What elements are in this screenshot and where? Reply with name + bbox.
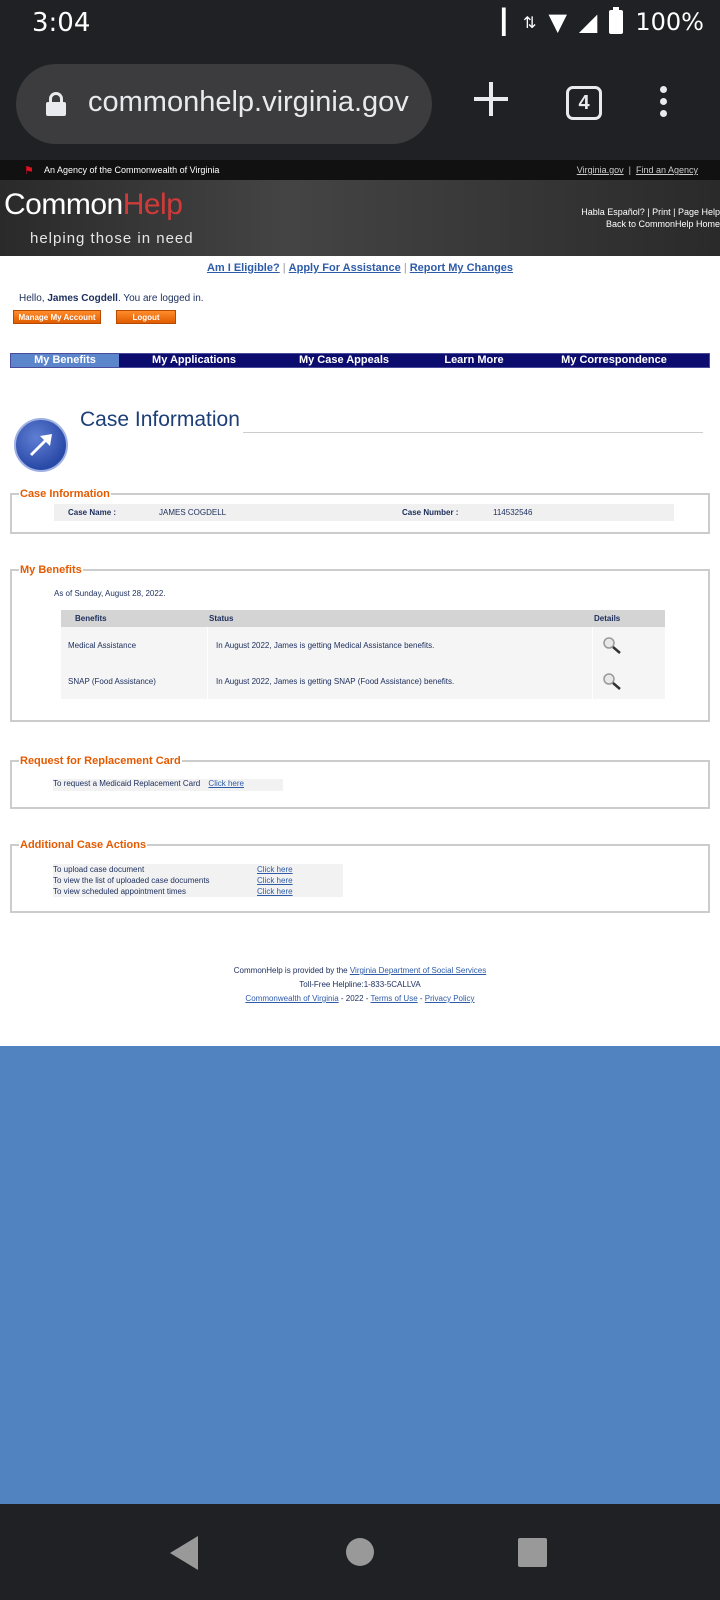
user-name: James Cogdell xyxy=(47,293,118,304)
action-text: To upload case document xyxy=(53,865,145,874)
virginia-gov-link[interactable]: Virginia.gov xyxy=(576,165,624,175)
header-status: Status xyxy=(209,614,234,623)
wifi-icon: ▼ xyxy=(548,8,567,36)
back-home-link[interactable]: Back to CommonHelp Home xyxy=(605,219,720,229)
case-info-legend: Case Information xyxy=(20,488,110,500)
magnifier-icon[interactable] xyxy=(601,671,623,691)
nav-my-applications[interactable]: My Applications xyxy=(152,354,236,366)
replacement-card-legend: Request for Replacement Card xyxy=(20,755,181,767)
benefit-status: In August 2022, James is getting SNAP (Food Assistance) benefits. xyxy=(216,677,455,686)
upload-document-link[interactable]: Click here xyxy=(257,865,293,874)
case-number-label: Case Number : xyxy=(402,508,459,517)
magnifier-icon[interactable] xyxy=(601,635,623,655)
battery-percent: 100% xyxy=(635,8,704,36)
agency-bar xyxy=(0,160,720,180)
report-changes-link[interactable]: Report My Changes xyxy=(409,262,514,274)
additional-actions-section xyxy=(10,839,710,913)
title-divider xyxy=(243,432,703,433)
nav-my-case-appeals[interactable]: My Case Appeals xyxy=(298,354,390,366)
web-page xyxy=(0,160,720,1046)
am-i-eligible-link[interactable]: Am I Eligible? xyxy=(206,262,280,274)
list-item xyxy=(53,875,343,886)
benefits-table-header xyxy=(61,610,665,627)
back-icon[interactable] xyxy=(170,1536,198,1570)
case-name-label: Case Name : xyxy=(68,508,117,517)
data-arrows-icon: ⇅ xyxy=(523,12,537,32)
agency-links: Virginia.gov | Find an Agency xyxy=(576,165,698,175)
recents-icon[interactable] xyxy=(518,1538,547,1567)
url-text[interactable]: commonhelp.virginia.gov xyxy=(88,86,409,118)
overflow-menu-icon[interactable] xyxy=(660,86,668,120)
signal-icon: ◢ xyxy=(578,8,598,36)
lock-icon xyxy=(46,92,66,116)
virginia-flag-icon: ⚑ xyxy=(24,165,34,177)
system-nav-bar xyxy=(0,1504,720,1600)
benefit-name: Medical Assistance xyxy=(68,641,137,650)
site-header xyxy=(0,180,720,256)
benefits-table xyxy=(61,610,665,699)
replacement-card-section xyxy=(10,755,710,809)
page-footer xyxy=(0,964,720,1006)
header-details: Details xyxy=(594,614,621,623)
action-text: To view scheduled appointment times xyxy=(53,887,186,896)
commonhelp-logo[interactable] xyxy=(4,188,182,222)
find-agency-link[interactable]: Find an Agency xyxy=(635,165,698,175)
address-bar[interactable] xyxy=(16,64,432,144)
vibrate-icon: ┃ xyxy=(496,8,512,36)
footer-year: - 2022 - xyxy=(338,994,371,1003)
action-text: To view the list of uploaded case documents xyxy=(53,876,210,885)
nav-my-benefits[interactable]: My Benefits xyxy=(11,354,119,367)
hello-prefix: Hello, xyxy=(19,293,48,304)
replacement-row xyxy=(53,779,283,791)
table-row xyxy=(61,663,665,699)
apply-assistance-link[interactable]: Apply For Assistance xyxy=(288,262,401,274)
case-info-section xyxy=(10,488,710,534)
footer-line1 xyxy=(0,964,720,978)
replacement-card-link[interactable]: Click here xyxy=(208,779,244,788)
status-icons xyxy=(497,8,704,36)
benefits-as-of: As of Sunday, August 28, 2022. xyxy=(54,589,166,598)
status-time: 3:04 xyxy=(32,8,91,38)
privacy-link[interactable]: Privacy Policy xyxy=(424,994,475,1003)
list-item xyxy=(53,886,343,897)
separator: | xyxy=(403,262,407,274)
benefit-status: In August 2022, James is getting Medical Assistance benefits. xyxy=(216,641,435,650)
case-info-arrow-icon xyxy=(14,418,68,472)
terms-link[interactable]: Terms of Use xyxy=(370,994,418,1003)
list-item xyxy=(53,864,343,875)
case-name-value: JAMES COGDELL xyxy=(159,508,227,517)
view-documents-link[interactable]: Click here xyxy=(257,876,293,885)
page-title: Case Information xyxy=(80,408,240,431)
commonwealth-link[interactable]: Commonwealth of Virginia xyxy=(245,994,339,1003)
vdss-link[interactable]: Virginia Department of Social Services xyxy=(349,966,487,975)
top-links xyxy=(0,262,720,274)
header-benefits: Benefits xyxy=(75,614,107,623)
additional-actions-legend: Additional Case Actions xyxy=(20,839,147,851)
table-row xyxy=(61,627,665,663)
hello-message xyxy=(19,293,204,304)
agency-text: An Agency of the Commonwealth of Virginia xyxy=(44,165,220,175)
logo-help: Help xyxy=(122,188,183,221)
my-benefits-section xyxy=(10,564,710,722)
status-bar xyxy=(0,0,720,50)
nav-learn-more[interactable]: Learn More xyxy=(444,354,504,366)
header-links xyxy=(581,206,720,230)
separator: | xyxy=(282,262,286,274)
hello-suffix: . You are logged in. xyxy=(117,293,204,304)
browser-toolbar xyxy=(0,50,720,160)
footer-provided: CommonHelp is provided by the xyxy=(233,966,350,975)
actions-list xyxy=(53,864,343,897)
home-icon[interactable] xyxy=(346,1538,374,1566)
case-number-value: 114532546 xyxy=(493,508,533,517)
footer-helpline: Toll-Free Helpline:1-833-5CALLVA xyxy=(299,980,421,989)
replacement-text: To request a Medicaid Replacement Card xyxy=(53,779,201,788)
header-links-line1[interactable]: Habla Español? | Print | Page Help xyxy=(581,207,720,217)
case-info-row xyxy=(54,504,674,521)
logo-tagline: helping those in need xyxy=(30,230,194,247)
benefit-name: SNAP (Food Assistance) xyxy=(68,677,156,686)
footer-line3 xyxy=(0,992,720,1006)
footer-dash: - xyxy=(417,994,425,1003)
view-appointments-link[interactable]: Click here xyxy=(257,887,293,896)
battery-icon xyxy=(609,10,623,34)
nav-my-correspondence[interactable]: My Correspondence xyxy=(561,354,667,366)
new-tab-icon[interactable] xyxy=(474,82,508,116)
main-nav xyxy=(10,353,710,368)
logout-button[interactable]: Logout xyxy=(116,310,176,324)
manage-account-button[interactable]: Manage My Account xyxy=(13,310,101,324)
tab-switcher-button[interactable]: 4 xyxy=(566,86,602,120)
logo-common: Common xyxy=(4,188,123,221)
my-benefits-legend: My Benefits xyxy=(20,564,82,576)
